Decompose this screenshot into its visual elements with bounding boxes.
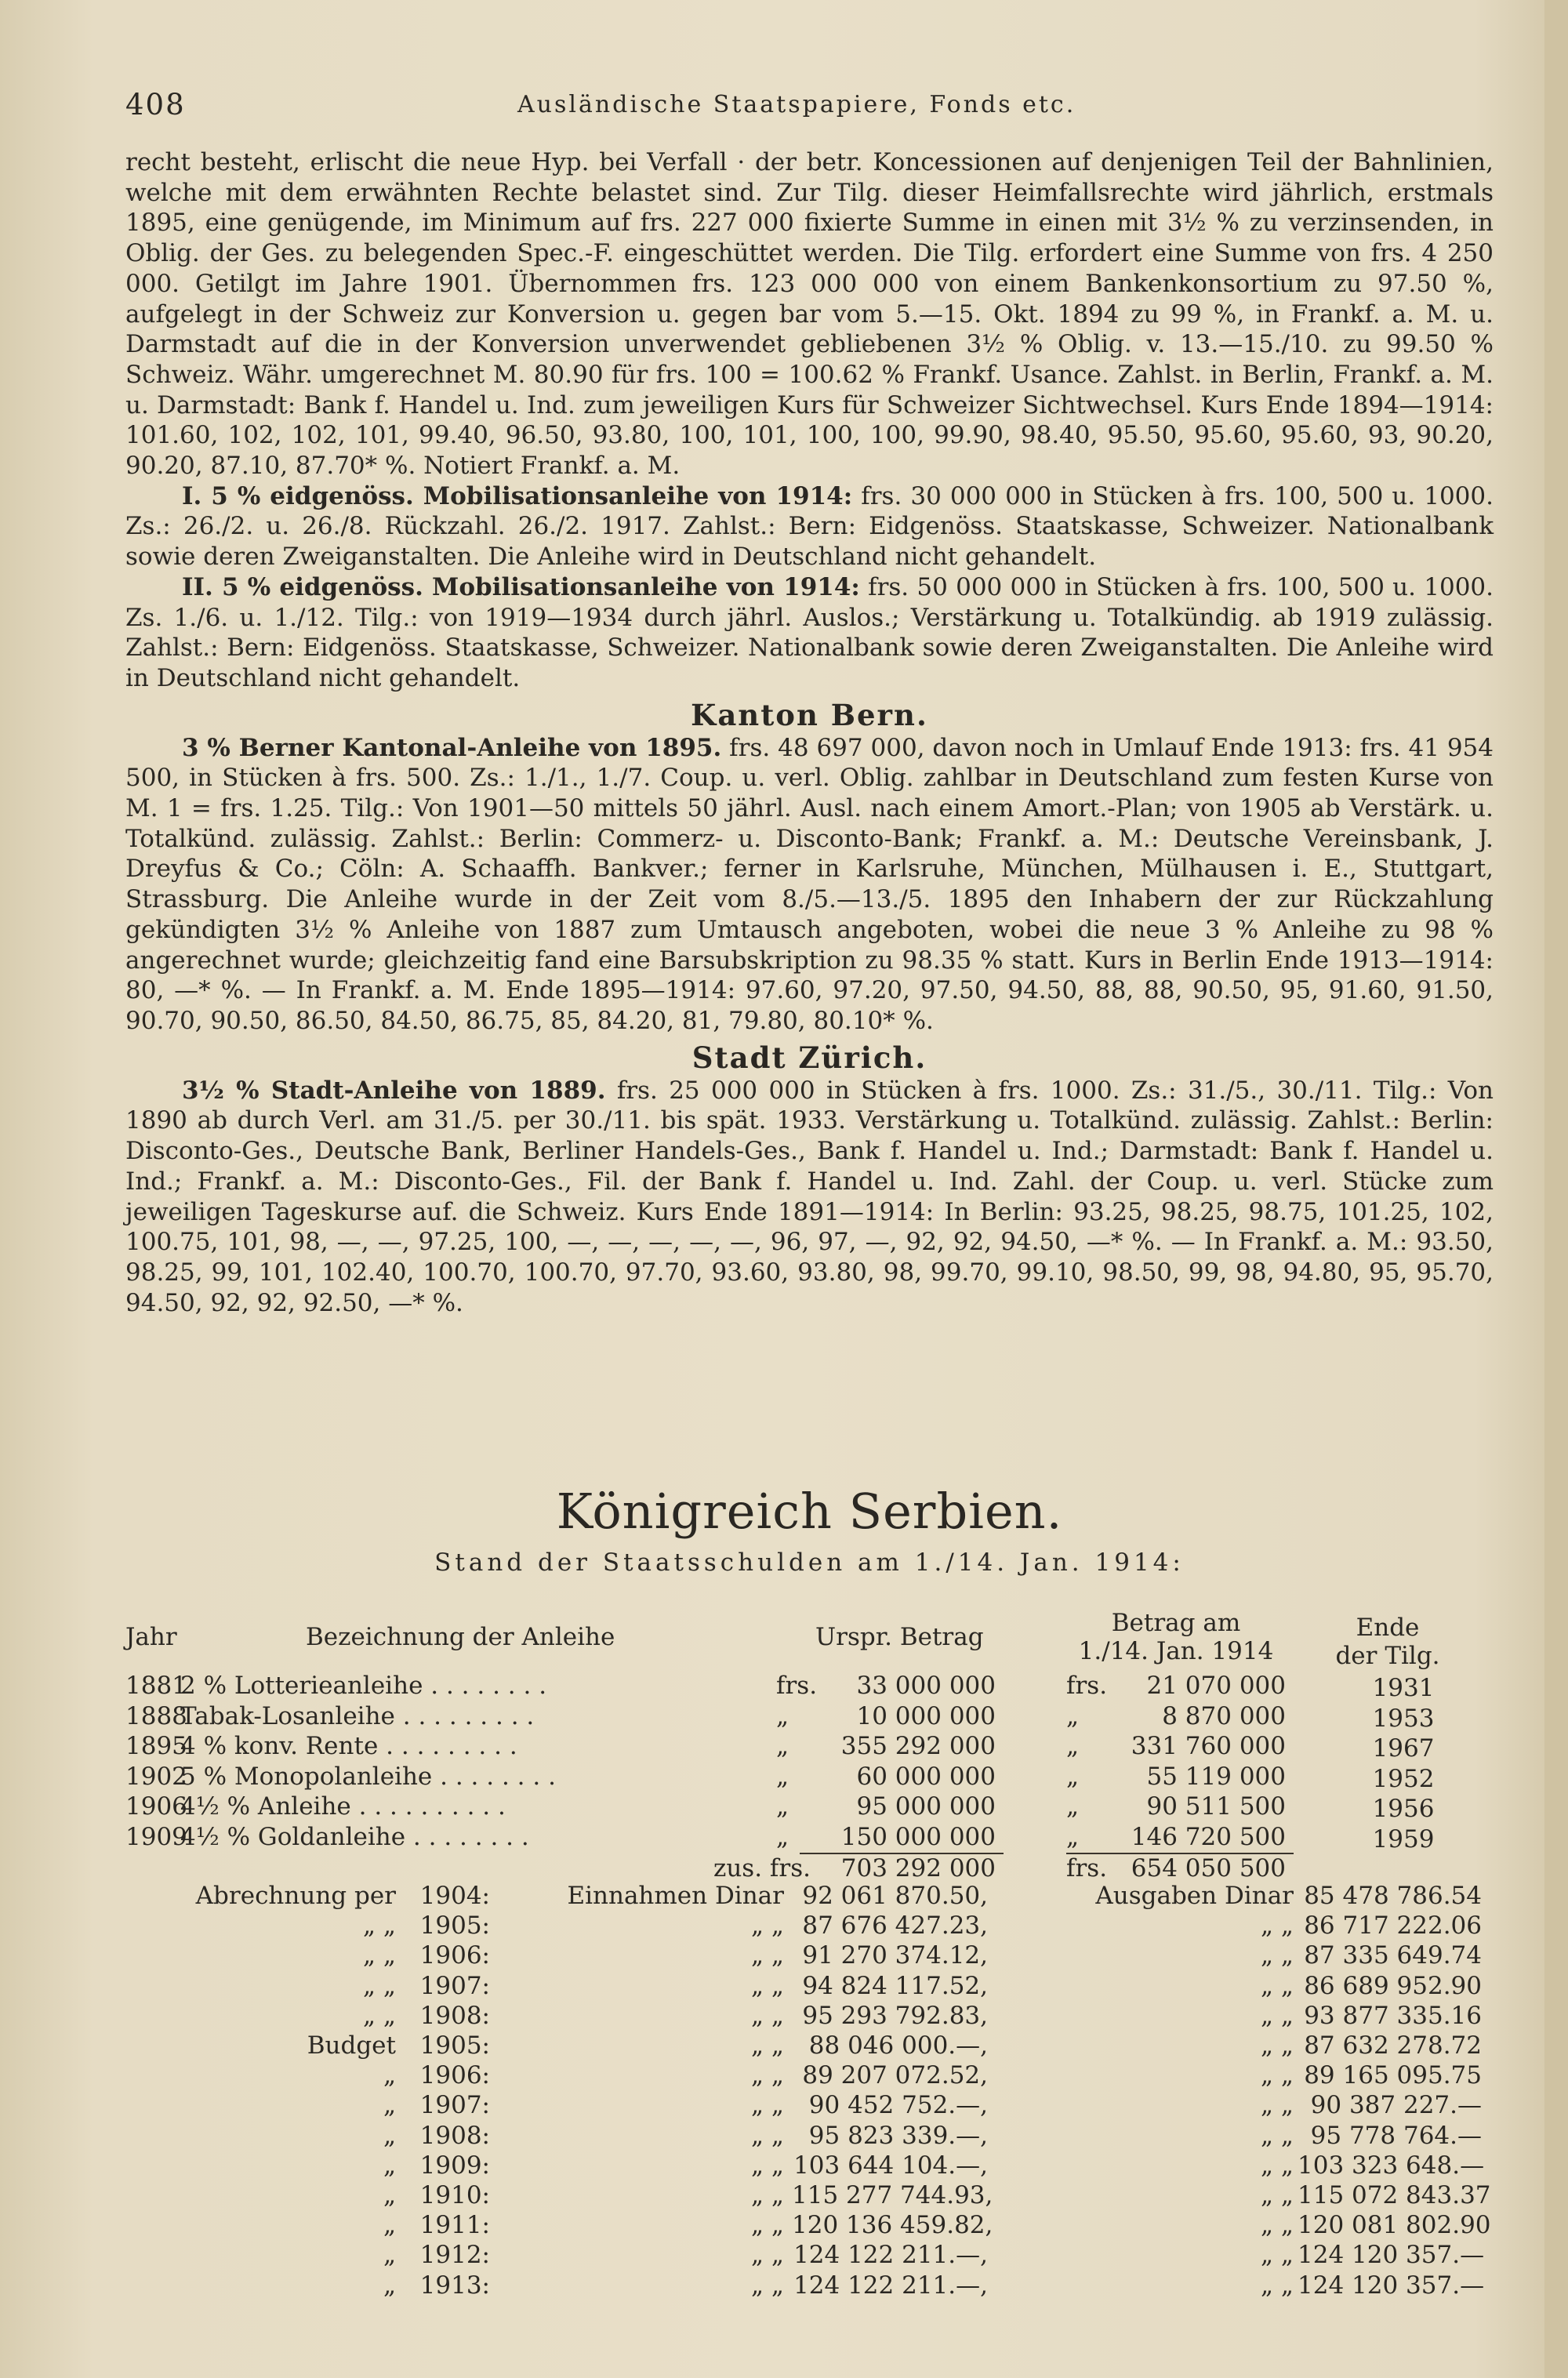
- account-year: 1907:: [419, 2091, 490, 2120]
- running-title: Ausländische Staatspapiere, Fonds etc.: [517, 91, 1076, 118]
- income-value: 95 293 792.83,: [802, 2001, 988, 2030]
- income-label: „ „: [751, 2181, 784, 2209]
- loan-currency: „: [776, 1762, 789, 1791]
- section-heading-bern: Kanton Bern.: [691, 697, 928, 732]
- col-header-amount-1: Betrag am: [1111, 1609, 1241, 1637]
- expense-value: 124 120 357.—: [1298, 2271, 1485, 2300]
- expense-value: 120 081 802.90: [1298, 2211, 1491, 2240]
- loan-name: 4½ % Anleihe . . . . . . . . . .: [180, 1792, 506, 1821]
- income-value: 92 061 870.50,: [802, 1882, 988, 1910]
- loan-original-amount: 10 000 000: [856, 1701, 996, 1730]
- total-original-amount: 703 292 000: [840, 1854, 996, 1882]
- account-label: „ „: [363, 1941, 396, 1970]
- expense-label: „ „: [1261, 2121, 1294, 2150]
- loan-title: 3½ % Stadt-Anleihe von 1889.: [182, 1076, 606, 1105]
- loan-text: frs. 25 000 000 in Stücken à frs. 1000. Zs.: 31./5., 30./11. Tilg.: Von 1890 ab durch Verl. am 31./5. per 30./11. bis spät. 1933. Verstärkung u. Totalkünd. zulässig. Zahlst.: Berlin: Disconto-Ges., Deutsche Bank, Berliner Handels-Ges., Bank f. Handel u. Ind.; Darmstadt: Bank f. Handel u. Ind.; Frankf. a. M.: Disconto-Ges., Fil. der Bank f. Handel u. Ind. Zahl. der Coup. u. verl. Stücke zum jeweiligen Tageskurse auf. die Schweiz. Kurs Ende 1891—1914: In Berlin: 93.25, 98.25, 98.75, 101.25, 102, 100.75, 101, 98, —, —, 97.25, 100, —, —, —, —, —, 96, 97, —, 92, 92, 94.50, —* %. — In Frankf. a. M.: 93.50, 98.25, 99, 101, 102.40, 100.70, 100.70, 97.70, 93.60, 93.80, 98, 99.70, 99.10, 98.50, 99, 98, 94.80, 95, 95.70, 94.50, 92, 92, 92.50, —* %.: [125, 1076, 1494, 1317]
- loan-text: frs. 48 697 000, davon noch in Umlauf Ende 1913: frs. 41 954 500, in Stücken à frs. 500. Zs.: 1./1., 1./7. Coup. u. verl. Oblig. zahlbar in Deutschland zum festen Kurse von M. 1 = frs. 1.25. Tilg.: Von 1901—50 mittels 50 jährl. Ausl. nach einem Amort.-Plan; von 1905 ab Verstärk. u. Totalkünd. zulässig. Zahlst.: Berlin: Commerz- u. Disconto-Bank; Frankf. a. M.: Deutsche Vereinsbank, J. Dreyfus & Co.; Cöln: A. Schaaffh. Bankver.; ferner in Karlsruhe, München, Mülhausen i. E., Stuttgart, Strassburg. Die Anleihe wurde in der Zeit vom 8./5.—13./5. 1895 den Inhabern der zur Rückzahlung gekündigten 3½ % Anleihe von 1887 zum Umtausch angeboten, wobei die neue 3 % Anleihe zu 98 % angerechnet wurde; gleichzeitig fand eine Barsubskription zu 98.35 % statt. Kurs in Berlin Ende 1913—1914: 80, —* %. — In Frankf. a. M. Ende 1895—1914: 97.60, 97.20, 97.50, 94.50, 88, 88, 90.50, 95, 91.60, 91.50, 90.70, 90.50, 86.50, 84.50, 86.75, 85, 84.20, 81, 79.80, 80.10* %.: [125, 733, 1494, 1035]
- account-year: 1906:: [419, 2061, 490, 2090]
- loan-end-year: 1956: [1372, 1795, 1435, 1823]
- loan-currency: „: [1066, 1762, 1080, 1791]
- income-label: „ „: [751, 1971, 784, 2000]
- expense-label: „ „: [1261, 2091, 1294, 2120]
- loan-original-amount: 33 000 000: [856, 1672, 996, 1700]
- income-label: Einnahmen Dinar: [567, 1882, 784, 1910]
- loan-currency: „: [1066, 1732, 1080, 1760]
- income-label: „ „: [751, 2121, 784, 2150]
- expense-label: „ „: [1261, 2181, 1294, 2209]
- account-label: Budget: [307, 2031, 396, 2060]
- account-year: 1912:: [419, 2241, 490, 2270]
- col-header-end-2: der Tilg.: [1335, 1642, 1440, 1670]
- loan-original-amount: 95 000 000: [856, 1792, 996, 1821]
- loan-text: frs. 30 000 000 in Stücken à frs. 100, 500 u. 1000. Zs.: 26./2. u. 26./8. Rückzahl. 26./2. 1917. Zahlst.: Bern: Eidgenöss. Staatskasse, Schweizer. Nationalbank sowie deren Zweiganstalten. Die Anleihe wird in Deutschland nicht gehandelt.: [125, 481, 1494, 572]
- account-year: 1905:: [419, 1911, 490, 1941]
- income-label: „ „: [751, 1941, 784, 1970]
- loan-currency: frs.: [1066, 1672, 1108, 1700]
- income-value: 120 136 459.82,: [792, 2211, 993, 2240]
- expense-value: 95 778 764.—: [1310, 2121, 1482, 2150]
- total-currency: frs.: [1066, 1854, 1108, 1882]
- loan-year: 1906: [125, 1792, 187, 1821]
- expense-value: 86 717 222.06: [1304, 1911, 1482, 1941]
- loan-year: 1881: [125, 1672, 187, 1700]
- loan-name: 5 % Monopolanleihe . . . . . . . .: [180, 1762, 556, 1791]
- loan-end-year: 1953: [1372, 1704, 1435, 1733]
- loan-currency: „: [1066, 1822, 1080, 1851]
- account-label: „: [383, 2121, 396, 2150]
- col-header-end-1: Ende: [1356, 1614, 1420, 1642]
- loan-original-amount: 355 292 000: [840, 1732, 996, 1760]
- loan-year: 1888: [125, 1701, 187, 1730]
- expense-value: 124 120 357.—: [1298, 2241, 1485, 2270]
- income-value: 103 644 104.—,: [793, 2151, 988, 2180]
- text-body: [125, 147, 1494, 1318]
- loan-end-year: 1967: [1372, 1734, 1435, 1763]
- paragraph-continuation: recht besteht, erlischt die neue Hyp. bei Verfall · der betr. Koncessionen auf denjenigen Teil der Bahnlinien, welche mit dem erwähnten Rechte belastet sind. Zur Tilg. dieser Heimfallsrechte wird jährlich, erstmals 1895, eine genügende, im Minimum auf frs. 227 000 fixierte Summe in einen mit 3½ % zu verzinsenden, in Oblig. der Ges. zu belegenden Spec.-F. eingeschüttet werden. Die Tilg. erfordert eine Summe von frs. 4 250 000. Getilgt im Jahre 1901. Übernommen frs. 123 000 000 von einem Bankenkonsortium zu 97.50 %, aufgelegt in der Schweiz zur Konversion u. gegen bar vom 5.—15. Okt. 1894 zu 99 %, in Frankf. a. M. u. Darmstadt auf die in der Konversion unverwendet gebliebenen 3½ % Oblig. v. 13.—15./10. zu 99.50 % Schweiz. Währ. umgerechnet M. 80.90 für frs. 100 = 100.62 % Frankf. Usance. Zahlst. in Berlin, Frankf. a. M. u. Darmstadt: Bank f. Handel u. Ind. zum jeweiligen Kurs für Schweizer Sichtwechsel. Kurs Ende 1894—1914: 101.60, 102, 102, 101, 99.40, 96.50, 93.80, 100, 101, 100, 100, 99.90, 98.40, 95.50, 95.60, 95.60, 93, 90.20, 90.20, 87.10, 87.70* %. Notiert Frankf. a. M.: [125, 148, 1494, 481]
- account-year: 1913:: [419, 2271, 490, 2300]
- total-current-amount: 654 050 500: [1131, 1854, 1286, 1882]
- expense-label: „ „: [1261, 2241, 1294, 2270]
- expense-label: „ „: [1261, 2001, 1294, 2030]
- income-value: 91 270 374.12,: [802, 1941, 988, 1970]
- account-label: „: [383, 2241, 396, 2270]
- income-value: 124 122 211.—,: [793, 2271, 988, 2300]
- income-label: „ „: [751, 2061, 784, 2090]
- loan-current-amount: 8 870 000: [1162, 1701, 1286, 1730]
- income-label: „ „: [751, 2271, 784, 2300]
- account-year: 1909:: [419, 2151, 490, 2180]
- loan-name: 2 % Lotterieanleihe . . . . . . . .: [180, 1672, 547, 1700]
- loan-currency: „: [776, 1732, 789, 1760]
- loan-currency: frs.: [776, 1672, 818, 1700]
- paragraph-zurich: [125, 1076, 1494, 1319]
- total-label: zus. frs.: [713, 1854, 811, 1882]
- expense-label: „ „: [1261, 2151, 1294, 2180]
- paragraph-bern: [125, 733, 1494, 1037]
- col-header-original: Urspr. Betrag: [815, 1623, 984, 1651]
- loan-original-amount: 60 000 000: [856, 1762, 996, 1791]
- page-edge: [1544, 0, 1568, 2378]
- expense-label: „ „: [1261, 1941, 1294, 1970]
- income-value: 124 122 211.—,: [793, 2241, 988, 2270]
- account-year: 1907:: [419, 1971, 490, 2000]
- col-header-name: Bezeichnung der Anleihe: [306, 1623, 615, 1651]
- income-value: 87 676 427.23,: [802, 1911, 988, 1941]
- account-year: 1904:: [419, 1882, 490, 1910]
- expense-label: „ „: [1261, 2031, 1294, 2060]
- expense-label: „ „: [1261, 1911, 1294, 1941]
- expense-label: „ „: [1261, 2061, 1294, 2090]
- income-label: „ „: [751, 2151, 784, 2180]
- income-value: 115 277 744.93,: [792, 2181, 993, 2209]
- income-value: 95 823 339.—,: [808, 2121, 988, 2150]
- expense-value: 86 689 952.90: [1304, 1971, 1482, 2000]
- chapter-title: Königreich Serbien.: [556, 1483, 1063, 1540]
- page-number: 408: [125, 88, 186, 122]
- expense-value: 103 323 648.—: [1298, 2151, 1485, 2180]
- expense-value: 89 165 095.75: [1304, 2061, 1482, 2090]
- loan-current-amount: 21 070 000: [1146, 1672, 1286, 1700]
- loan-currency: „: [1066, 1792, 1080, 1821]
- loan-currency: „: [776, 1792, 789, 1821]
- loan-currency: „: [776, 1822, 789, 1851]
- section-heading-zurich: Stadt Zürich.: [691, 1040, 927, 1075]
- income-label: „ „: [751, 1911, 784, 1941]
- expense-value: 85 478 786.54: [1304, 1882, 1482, 1910]
- expense-label: „ „: [1261, 1971, 1294, 2000]
- col-header-year: Jahr: [125, 1623, 177, 1651]
- income-label: „ „: [751, 2241, 784, 2270]
- account-label: „ „: [363, 1911, 396, 1941]
- account-year: 1908:: [419, 2001, 490, 2030]
- income-value: 88 046 000.—,: [808, 2031, 988, 2060]
- income-label: „ „: [751, 2001, 784, 2030]
- account-label: „: [383, 2091, 396, 2120]
- loan-name: 4½ % Goldanleihe . . . . . . . .: [180, 1822, 529, 1851]
- loan-year: 1902: [125, 1762, 187, 1791]
- loan-name: Tabak-Losanleihe . . . . . . . . .: [180, 1701, 535, 1730]
- loan-current-amount: 90 511 500: [1146, 1792, 1286, 1821]
- loan-currency: „: [776, 1701, 789, 1730]
- account-label: „ „: [363, 1971, 396, 2000]
- loan-current-amount: 331 760 000: [1131, 1732, 1286, 1760]
- account-year: 1906:: [419, 1941, 490, 1970]
- expense-value: 87 632 278.72: [1304, 2031, 1482, 2060]
- loan-title: I. 5 % eidgenöss. Mobilisationsanleihe von 1914:: [182, 481, 853, 510]
- loan-end-year: 1959: [1372, 1824, 1435, 1853]
- account-label: „: [383, 2151, 396, 2180]
- account-year: 1908:: [419, 2121, 490, 2150]
- loan-current-amount: 146 720 500: [1131, 1822, 1286, 1851]
- account-year: 1905:: [419, 2031, 490, 2060]
- income-label: „ „: [751, 2211, 784, 2240]
- loan-currency: „: [1066, 1701, 1080, 1730]
- income-value: 90 452 752.—,: [808, 2091, 988, 2120]
- loan-end-year: 1952: [1372, 1764, 1435, 1793]
- income-label: „ „: [751, 2031, 784, 2060]
- loan-original-amount: 150 000 000: [840, 1822, 996, 1851]
- account-label: Abrechnung per: [195, 1882, 396, 1910]
- page-header: [125, 88, 1490, 127]
- loan-title: 3 % Berner Kantonal-Anleihe von 1895.: [182, 733, 722, 762]
- account-year: 1911:: [419, 2211, 490, 2240]
- debt-subtitle: Stand der Staatsschulden am 1./14. Jan. 1914:: [434, 1548, 1185, 1577]
- account-label: „ „: [363, 2001, 396, 2030]
- account-label: „: [383, 2181, 396, 2209]
- loan-end-year: 1931: [1372, 1674, 1435, 1702]
- loan-year: 1895: [125, 1732, 187, 1760]
- loan-current-amount: 55 119 000: [1146, 1762, 1286, 1791]
- expense-label: „ „: [1261, 2271, 1294, 2300]
- paragraph-mobilisation-2: [125, 572, 1494, 694]
- expense-value: 87 335 649.74: [1304, 1941, 1482, 1970]
- account-label: „: [383, 2211, 396, 2240]
- income-value: 89 207 072.52,: [802, 2061, 988, 2090]
- account-year: 1910:: [419, 2181, 490, 2209]
- loan-name: 4 % konv. Rente . . . . . . . . .: [180, 1732, 517, 1760]
- loan-year: 1909: [125, 1822, 187, 1851]
- income-label: „ „: [751, 2091, 784, 2120]
- loan-text: frs. 50 000 000 in Stücken à frs. 100, 500 u. 1000. Zs. 1./6. u. 1./12. Tilg.: von 1919—1934 durch jährl. Auslos.; Verstärkung u. Totalkündig. ab 1919 zulässig. Zahlst.: Bern: Eidgenöss. Staatskasse, Schweizer. Nationalbank sowie deren Zweiganstalten. Die Anleihe wird in Deutschland nicht gehandelt.: [125, 572, 1494, 692]
- expense-value: 115 072 843.37: [1298, 2181, 1491, 2209]
- loan-title: II. 5 % eidgenöss. Mobilisationsanleihe von 1914:: [182, 572, 860, 601]
- paragraph-mobilisation-1: [125, 481, 1494, 572]
- expense-value: 93 877 335.16: [1304, 2001, 1482, 2030]
- account-label: „: [383, 2271, 396, 2300]
- expense-label: „ „: [1261, 2211, 1294, 2240]
- expense-label: Ausgaben Dinar: [1095, 1882, 1294, 1910]
- income-value: 94 824 117.52,: [802, 1971, 988, 2000]
- account-label: „: [383, 2061, 396, 2090]
- expense-value: 90 387 227.—: [1310, 2091, 1482, 2120]
- col-header-amount-2: 1./14. Jan. 1914: [1078, 1637, 1274, 1665]
